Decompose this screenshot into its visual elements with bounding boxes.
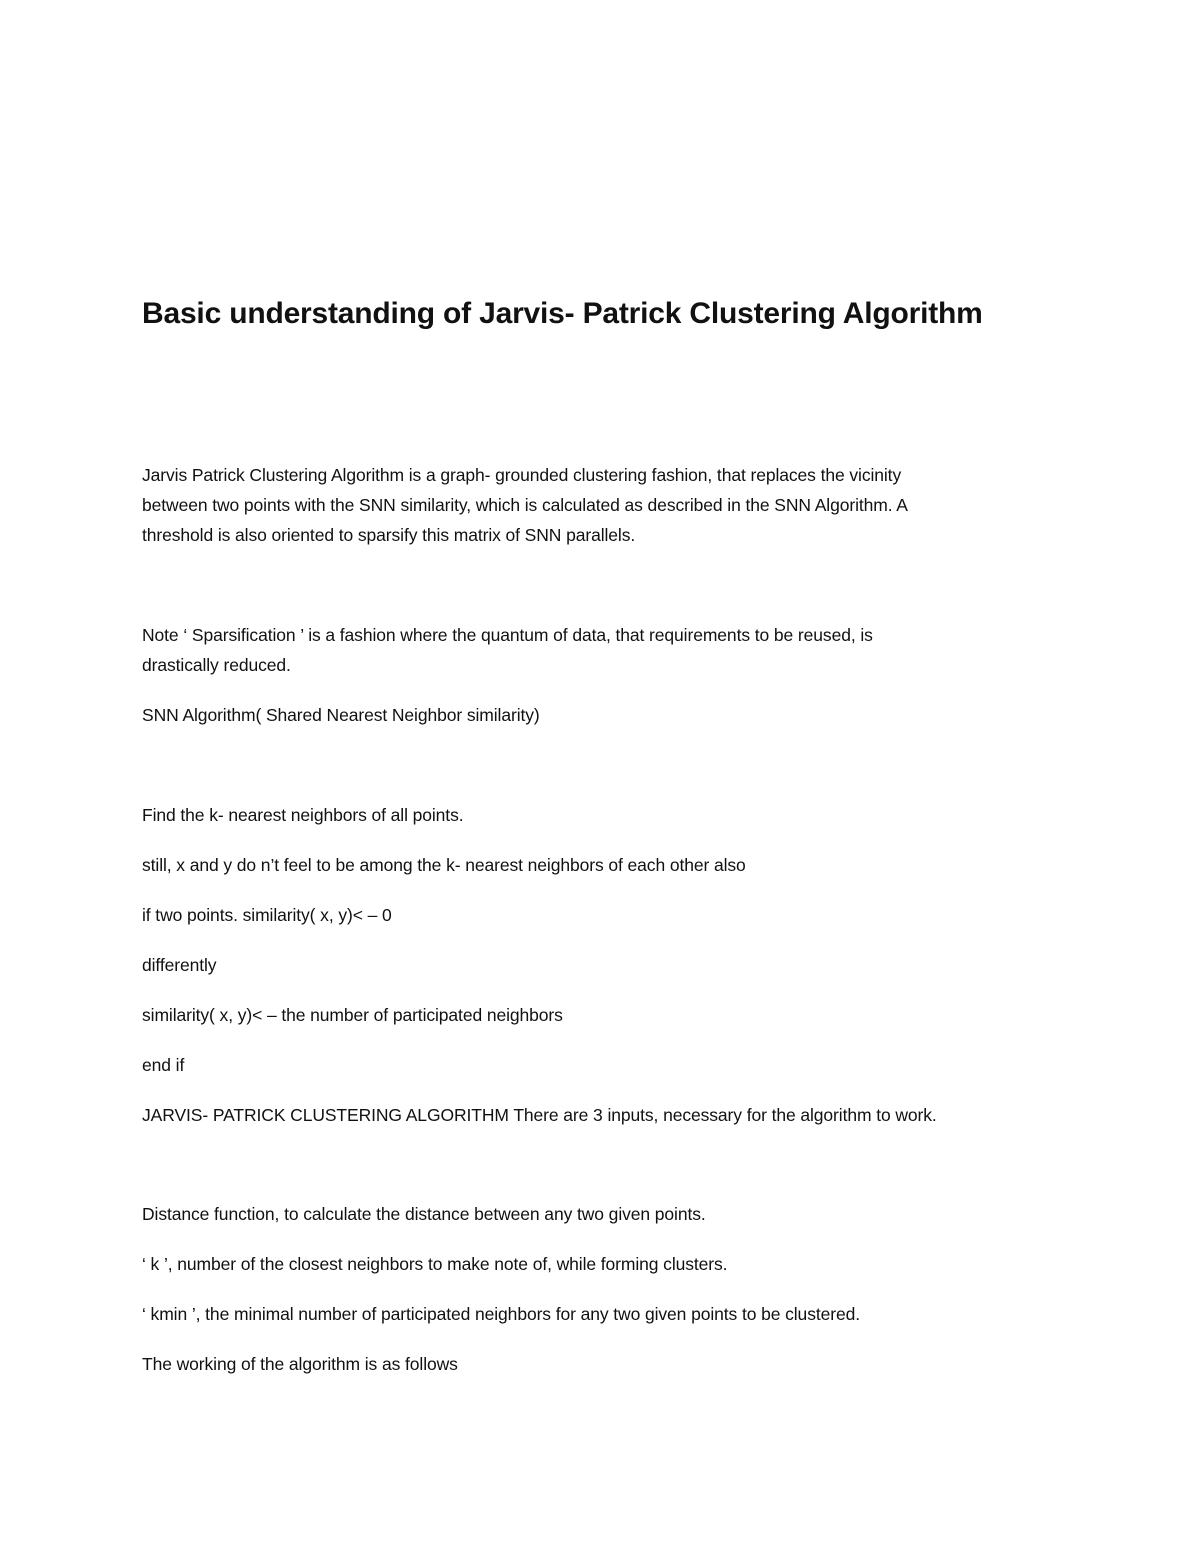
intro-line-3: threshold is also oriented to sparsify this matrix of SNN parallels. [142, 525, 636, 545]
note-line-1: Note ‘ Sparsification ’ is a fashion where the quantum of data, that requirements to be reused, is [142, 625, 873, 645]
input-item: The working of the algorithm is as follows [142, 1354, 458, 1374]
snn-step: still, x and y do n’t feel to be among the k- nearest neighbors of each other also [142, 855, 746, 875]
jarvis-patrick-heading: JARVIS- PATRICK CLUSTERING ALGORITHM There are 3 inputs, necessary for the algorithm to work. [142, 1105, 937, 1125]
snn-step: similarity( x, y)< – the number of participated neighbors [142, 1005, 563, 1025]
snn-step: if two points. similarity( x, y)< – 0 [142, 905, 392, 925]
intro-line-2: between two points with the SNN similarity, which is calculated as described in the SNN Algorithm. A [142, 495, 908, 515]
intro-line-1: Jarvis Patrick Clustering Algorithm is a graph- grounded clustering fashion, that replaces the vicinity [142, 465, 902, 485]
input-item: ‘ kmin ’, the minimal number of participated neighbors for any two given points to be clustered. [142, 1304, 860, 1324]
snn-step: Find the k- nearest neighbors of all points. [142, 805, 464, 825]
snn-step: differently [142, 955, 217, 975]
input-item: Distance function, to calculate the distance between any two given points. [142, 1204, 706, 1224]
snn-heading: SNN Algorithm( Shared Nearest Neighbor similarity) [142, 705, 540, 725]
snn-step: end if [142, 1055, 185, 1075]
input-item: ‘ k ’, number of the closest neighbors to make note of, while forming clusters. [142, 1254, 728, 1274]
document-title: Basic understanding of Jarvis- Patrick Clustering Algorithm [142, 297, 983, 330]
note-line-2: drastically reduced. [142, 655, 291, 675]
